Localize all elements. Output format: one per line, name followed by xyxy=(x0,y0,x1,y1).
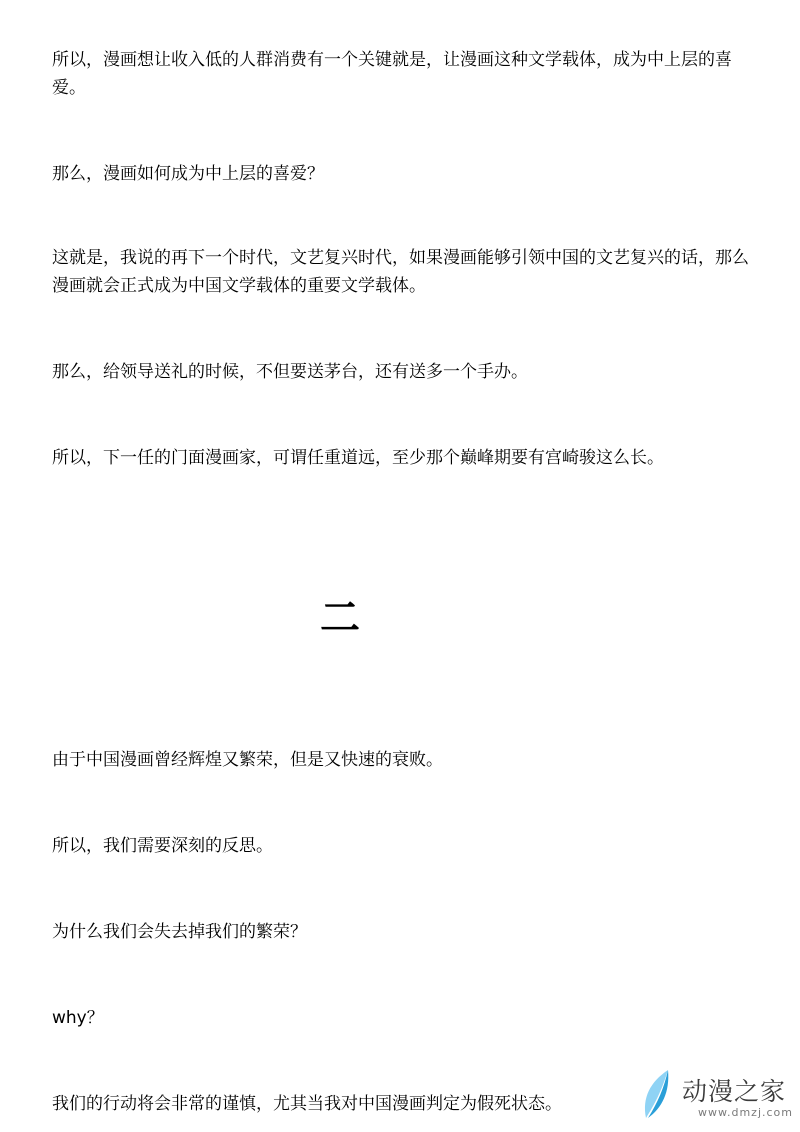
paragraph-6: 由于中国漫画曾经辉煌又繁荣，但是又快速的衰败。 xyxy=(52,750,443,770)
paragraph-5: 所以，下一任的门面漫画家，可谓任重道远，至少那个巅峰期要有宫崎骏这么长。 xyxy=(52,448,664,468)
paragraph-4: 那么，给领导送礼的时候，不但要送茅台，还有送多一个手办。 xyxy=(52,362,528,382)
paragraph-2: 那么，漫画如何成为中上层的喜爱？ xyxy=(52,164,324,184)
watermark-url: www.dmzj.com xyxy=(698,1106,793,1119)
watermark xyxy=(638,1066,793,1126)
paragraph-3: 这就是，我说的再下一个时代，文艺复兴时代，如果漫画能够引领中国的文艺复兴的话，那么漫画就会正式成为中国文学载体的重要文学载体。 xyxy=(52,248,749,296)
watermark-brand: 动漫之家 xyxy=(682,1077,787,1106)
section-heading: 二 xyxy=(320,595,360,641)
paragraph-10: 我们的行动将会非常的谨慎，尤其当我对中国漫画判定为假死状态。 xyxy=(52,1094,562,1114)
paragraph-7: 所以，我们需要深刻的反思。 xyxy=(52,836,273,856)
paragraph-1: 所以，漫画想让收入低的人群消费有一个关键就是，让漫画这种文学载体，成为中上层的喜爱。 xyxy=(52,50,732,98)
paragraph-8: 为什么我们会失去掉我们的繁荣？ xyxy=(52,922,307,942)
paragraph-9: why？ xyxy=(52,1008,104,1028)
feather-wing-icon xyxy=(638,1068,678,1124)
